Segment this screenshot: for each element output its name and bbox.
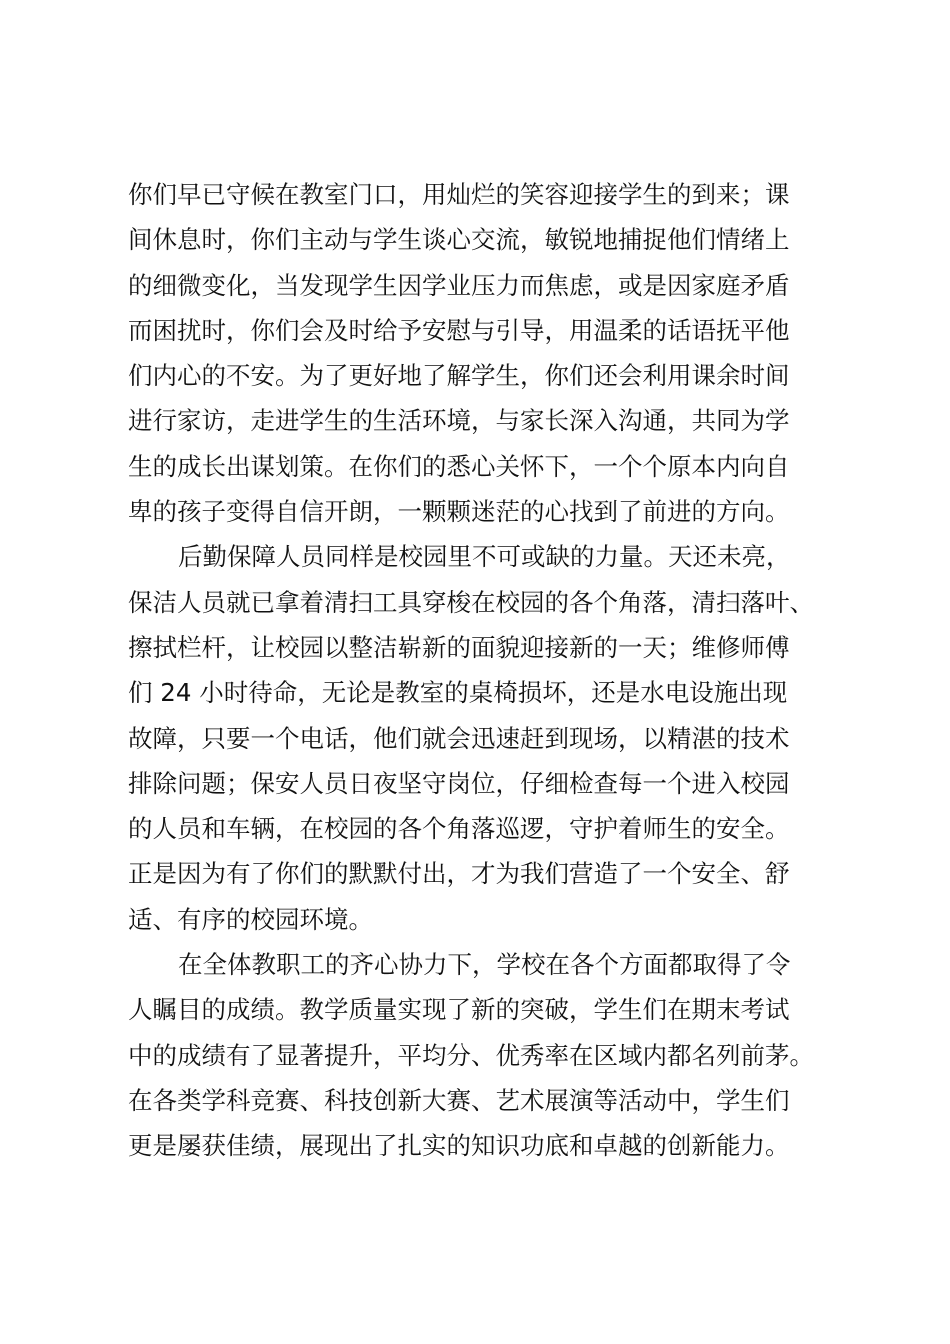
paragraph-line: 后勤保障人员同样是校园里不可或缺的力量。天还未亮， [178, 542, 791, 572]
paragraph-line: 你们早已守候在教室门口，用灿烂的笑容迎接学生的到来；课 [128, 180, 790, 209]
paragraph-line: 进行家访，走进学生的生活环境，与家长深入沟通，共同为学 [128, 406, 790, 436]
paragraph-line: 故障，只要一个电话，他们就会迅速赶到现场，以精湛的技术 [128, 723, 790, 753]
paragraph-line: 的细微变化，当发现学生因学业压力而焦虑，或是因家庭矛盾 [128, 270, 790, 300]
paragraph-3 [128, 942, 840, 1168]
paragraph-line: 擦拭栏杆，让校园以整洁崭新的面貌迎接新的一天；维修师傅 [128, 632, 790, 662]
paragraph-line: 们 24 小时待命，无论是教室的桌椅损坏，还是水电设施出现 [128, 678, 788, 708]
paragraph-line: 的人员和车辆，在校园的各个角落巡逻，守护着师生的安全。 [128, 814, 790, 844]
paragraph-line: 排除问题；保安人员日夜坚守岗位，仔细检查每一个进入校园 [128, 768, 790, 798]
paragraph-line: 们内心的不安。为了更好地了解学生，你们还会利用课余时间 [128, 361, 790, 391]
paragraph-1 [128, 172, 840, 534]
paragraph-line: 间休息时，你们主动与学生谈心交流，敏锐地捕捉他们情绪上 [128, 225, 790, 255]
paragraph-line: 正是因为有了你们的默默付出，才为我们营造了一个安全、舒 [128, 859, 790, 889]
paragraph-line: 而困扰时，你们会及时给予安慰与引导，用温柔的话语抚平他 [128, 315, 790, 345]
paragraph-line: 人瞩目的成绩。教学质量实现了新的突破，学生们在期末考试 [128, 995, 790, 1025]
paragraph-line: 在各类学科竞赛、科技创新大赛、艺术展演等活动中，学生们 [128, 1085, 790, 1115]
paragraph-line: 中的成绩有了显著提升，平均分、优秀率在区域内都名列前茅。 [128, 1040, 814, 1070]
paragraph-line: 生的成长出谋划策。在你们的悉心关怀下，一个个原本内向自 [128, 451, 790, 481]
paragraph-line: 在全体教职工的齐心协力下，学校在各个方面都取得了令 [178, 950, 791, 980]
paragraph-line: 卑的孩子变得自信开朗，一颗颗迷茫的心找到了前进的方向。 [128, 497, 790, 527]
body-text [128, 172, 840, 1169]
paragraph-2 [128, 534, 840, 942]
paragraph-line: 适、有序的校园环境。 [128, 904, 373, 934]
paragraph-line: 更是屡获佳绩，展现出了扎实的知识功底和卓越的创新能力。 [128, 1131, 790, 1161]
paragraph-line: 保洁人员就已拿着清扫工具穿梭在校园的各个角落，清扫落叶、 [128, 587, 814, 617]
